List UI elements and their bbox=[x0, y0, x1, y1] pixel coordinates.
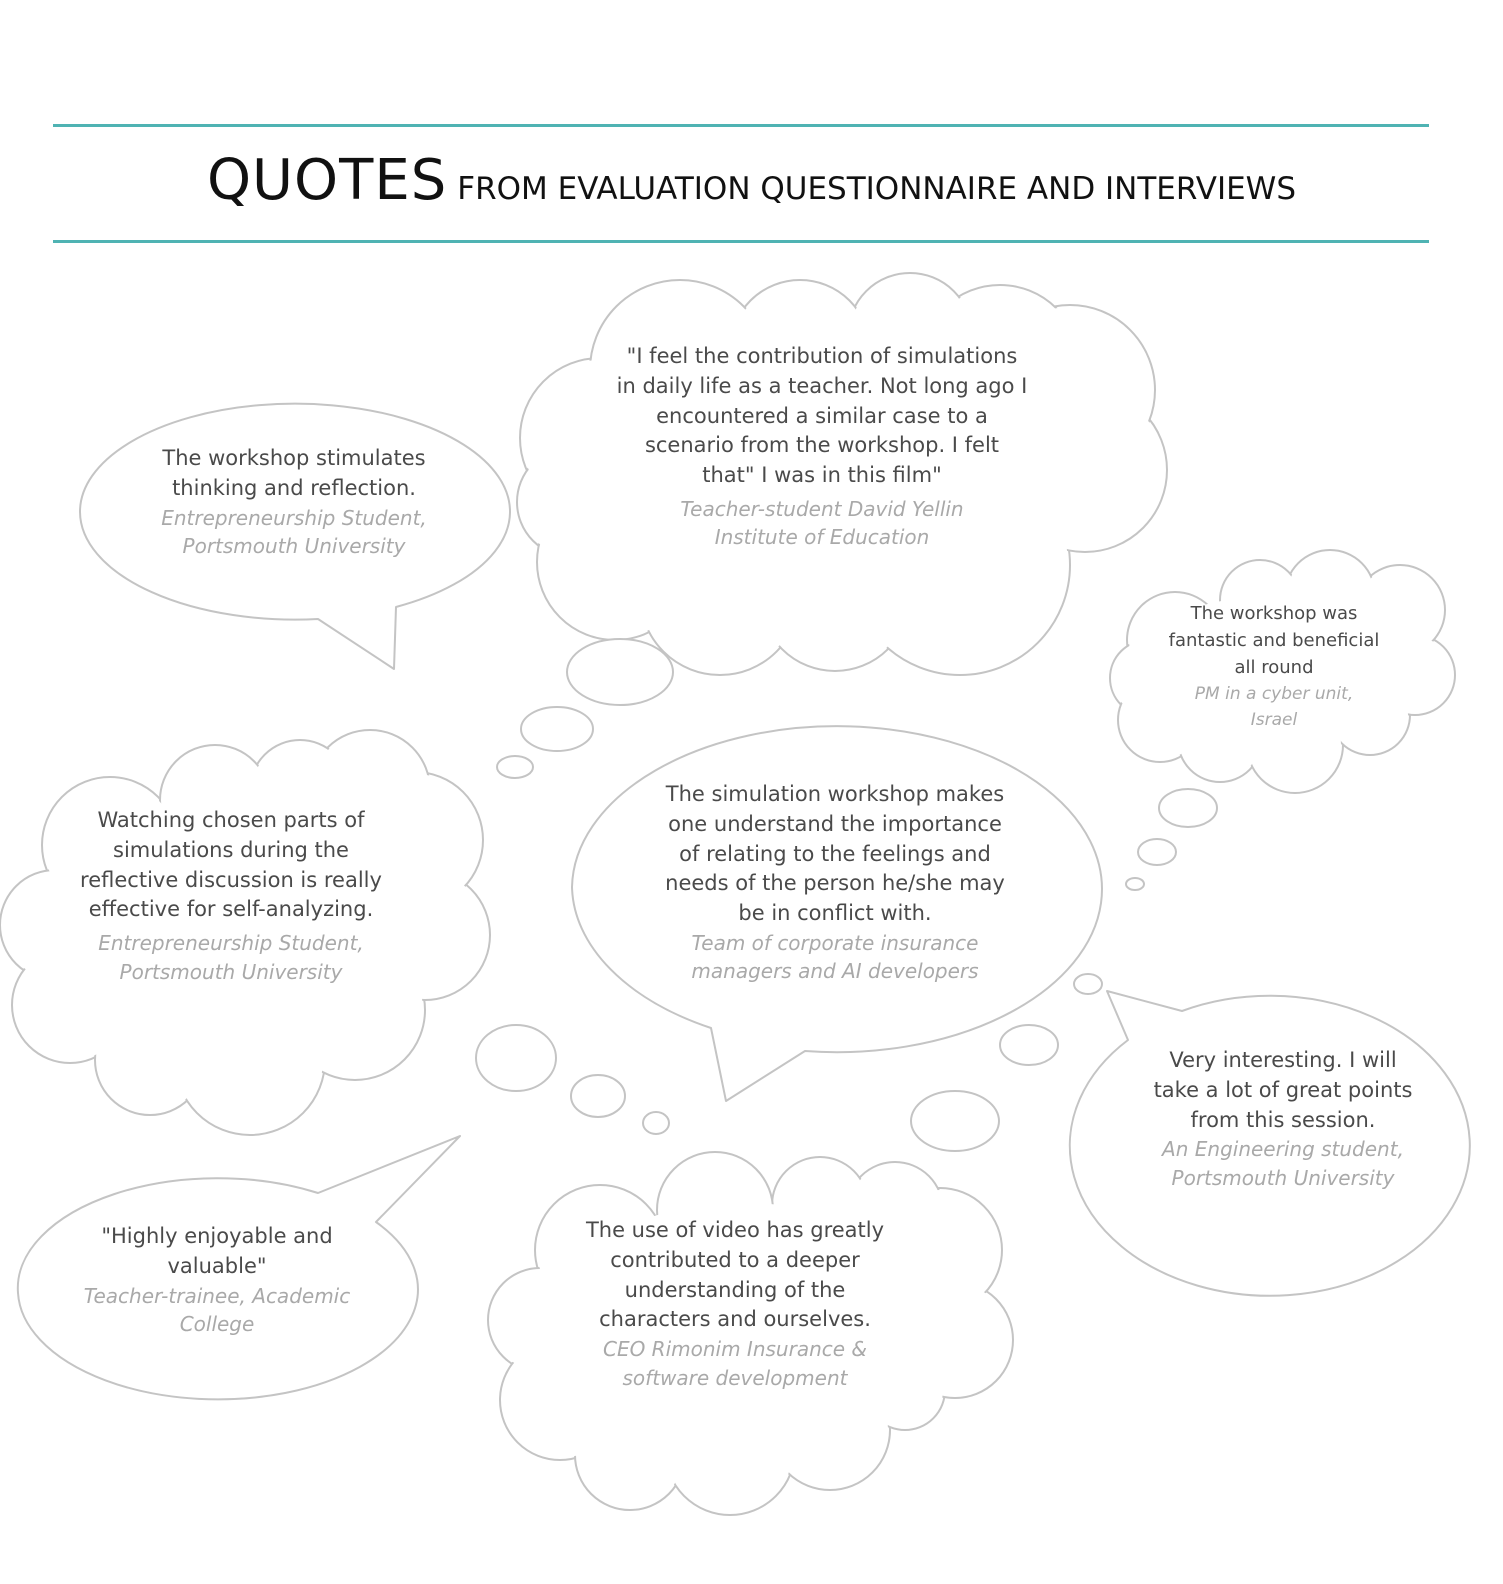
quote-7 bbox=[72, 1222, 362, 1338]
quote-7-author: Teacher-trainee, Academic College bbox=[83, 1283, 351, 1337]
quote-3-text: The workshop was fantastic and beneficial all round bbox=[1168, 603, 1380, 678]
thought-dot-4c bbox=[643, 1112, 669, 1134]
thought-dot-2a bbox=[567, 639, 673, 705]
quote-1-author: Entrepreneurship Student, Portsmouth University bbox=[161, 505, 427, 559]
quote-5-text: The simulation workshop makes one understand the importance of relating to the feelings and needs of the person he/she may be in conflict with. bbox=[665, 782, 1005, 926]
quote-5 bbox=[655, 780, 1015, 986]
quote-4-text: Watching chosen parts of simulations during the reflective discussion is really effective for self-analyzing. bbox=[80, 808, 382, 922]
thought-dot-2b bbox=[521, 707, 593, 751]
quote-7-text: "Highly enjoyable and valuable" bbox=[101, 1224, 333, 1278]
quote-2-text: "I feel the contribution of simulations in daily life as a teacher. Not long ago I encountered a similar case to a scenario from the workshop. I felt that" I was in this film" bbox=[616, 344, 1028, 488]
title-main: QUOTES bbox=[206, 148, 448, 213]
quote-3 bbox=[1154, 600, 1394, 734]
quote-1 bbox=[124, 444, 464, 560]
thought-dot-4b bbox=[571, 1075, 625, 1117]
quote-4-author: Entrepreneurship Student, Portsmouth University bbox=[98, 931, 364, 984]
quote-1-text: The workshop stimulates thinking and reflection. bbox=[162, 446, 426, 500]
thought-dot-5c bbox=[911, 1091, 999, 1151]
quote-4 bbox=[71, 806, 391, 986]
thought-dot-2c bbox=[497, 756, 533, 778]
thought-dot-3a bbox=[1159, 789, 1217, 827]
thought-dot-3b bbox=[1138, 839, 1176, 865]
quote-6-text: Very interesting. I will take a lot of great points from this session. bbox=[1153, 1048, 1413, 1132]
thought-dot-4a bbox=[476, 1025, 556, 1091]
thought-dot-5a bbox=[1074, 974, 1102, 994]
quote-2-author: Teacher-student David Yellin Institute of Education bbox=[680, 497, 964, 550]
quote-8-author: CEO Rimonim Insurance & software development bbox=[602, 1337, 868, 1390]
quote-3-author: PM in a cyber unit, Israel bbox=[1194, 684, 1354, 731]
title-sub: FROM EVALUATION QUESTIONNAIRE AND INTERVIEWS bbox=[457, 171, 1297, 207]
quote-2 bbox=[612, 342, 1032, 552]
thought-dot-5b bbox=[1000, 1025, 1058, 1065]
thought-dot-3c bbox=[1126, 878, 1144, 890]
quote-8 bbox=[575, 1216, 895, 1392]
quote-5-author: Team of corporate insurance managers and AI developers bbox=[691, 931, 979, 984]
quote-8-text: The use of video has greatly contributed to a deeper understanding of the characters and ourselves. bbox=[585, 1218, 885, 1332]
quote-6-author: An Engineering student, Portsmouth University bbox=[1162, 1137, 1404, 1190]
quote-6 bbox=[1143, 1046, 1423, 1192]
